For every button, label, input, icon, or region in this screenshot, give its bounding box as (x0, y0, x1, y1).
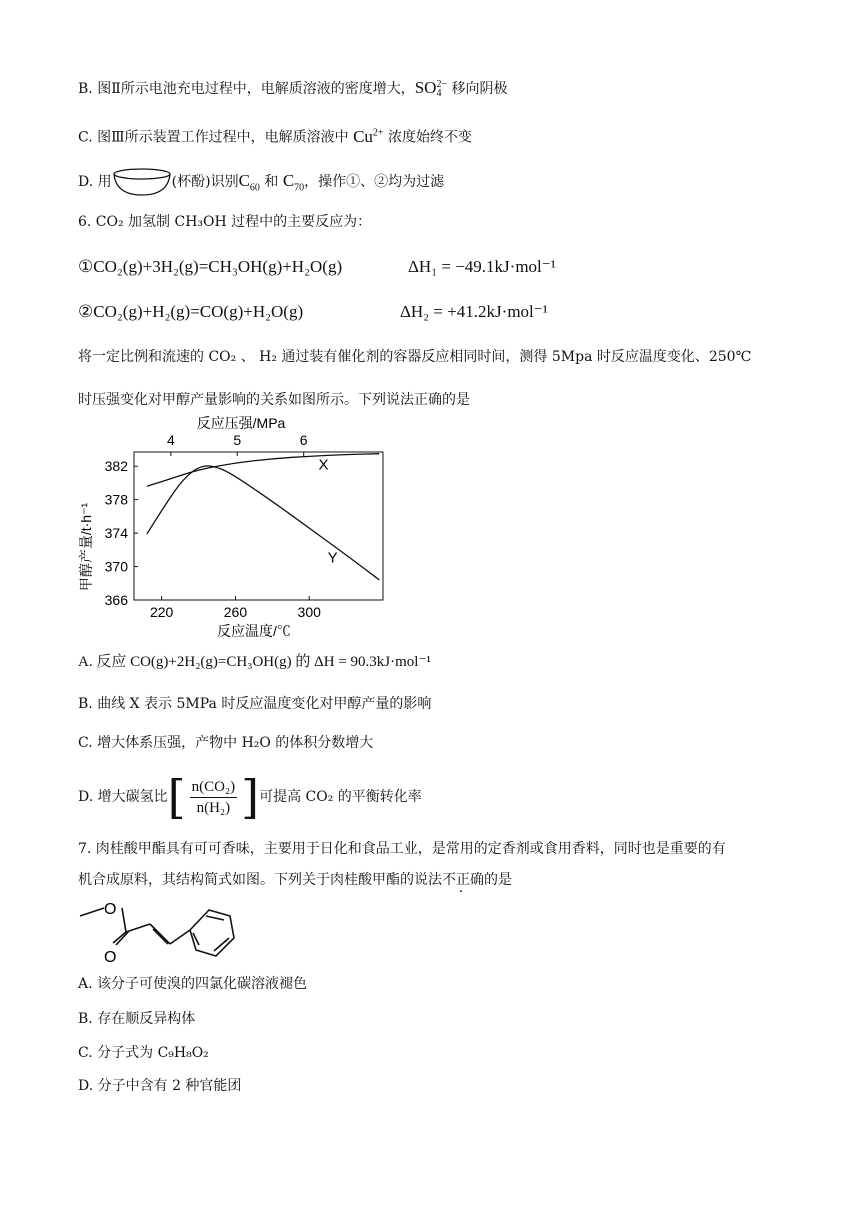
y-tick-label: 382 (104, 458, 128, 475)
q5-option-b: B. 图Ⅱ所示电池充电过程中，电解质溶液的密度增大，SO 2− 4 移向阴极 (78, 78, 508, 100)
q6-option-c: C. 增大体系压强，产物中 H₂O 的体积分数增大 (78, 735, 374, 751)
q6-stem-3: 时压强变化对甲醇产量影响的关系如图所示。下列说法正确的是 (78, 392, 470, 408)
top-tick-label: 5 (233, 432, 242, 448)
q7-option-d: D. 分子中含有 2 种官能团 (78, 1078, 242, 1094)
copper-ion: $Cu^{2+}$ (353, 126, 384, 146)
x-tick-label: 220 (149, 604, 174, 620)
y-tick-label: 370 (104, 558, 128, 575)
y-tick-label: 374 (104, 525, 128, 542)
q6-reaction-2: ②CO₂(g)+H₂(g)=CO(g)+H₂O(g) ΔH₂ = +41.2kJ·mol⁻¹ (78, 302, 548, 321)
q6-option-a: A. 反应 CO(g)+2H₂(g)=CH₃OH(g) 的 ΔH = 90.3kJ·mol⁻¹ (78, 654, 431, 670)
q6-reaction-1: ①CO₂(g)+3H₂(g)=CH₃OH(g)+H₂O(g) ΔH₁ = −49.1kJ·mol⁻¹ (78, 257, 556, 276)
top-tick-label: 6 (299, 432, 308, 448)
plot-frame (134, 452, 383, 600)
q7-option-b: B. 存在顺反异构体 (78, 1011, 196, 1027)
ester-oxygen: O (104, 901, 117, 918)
series-label-x: X (318, 456, 329, 474)
q6-stem-2: 将一定比例和流速的 CO₂ 、 H₂ 通过装有催化剂的容器反应相同时间，测得 5Mpa 时反应温度变化、250℃ (78, 349, 752, 365)
q5-option-d: D. 用 (杯酚)识别$C_{60}$ 和 $C_{70}$，操作①、②均为过滤 (78, 167, 444, 198)
calixarene-bowl-icon (112, 167, 172, 197)
q7-option-a: A. 该分子可使溴的四氯化碳溶液褪色 (78, 976, 308, 992)
top-tick-label: 4 (166, 432, 175, 448)
x-tick-label: 260 (223, 604, 248, 620)
q7-stem: 7. 肉桂酸甲酯具有可可香味，主要用于日化和食品工业，是常用的定香剂或食用香料，同时也是重要的有 (78, 841, 726, 857)
sulfate-ion: SO 2− 4 (414, 78, 448, 100)
q6-option-d: D. 增大碳氢比 [ $\frac{\text{n(CO₂)}}{\text{n(H₂)}}$ ] 可提高 CO₂ 的平衡转化率 (78, 770, 422, 824)
q7-stem-2: 机合成原料，其结构简式如图。下列关于肉桂酸甲酯的说法不正确的是 (78, 872, 512, 888)
y-tick-label: 366 (104, 592, 128, 608)
q7-option-c: C. 分子式为 C₉H₈O₂ (78, 1045, 209, 1061)
q6-stem: 6. CO₂ 加氢制 CH₃OH 过程中的主要反应为： (78, 214, 372, 230)
emphasis-not-correct: 不正确 (442, 872, 484, 888)
methanol-yield-chart (76, 412, 406, 642)
series-line-y (147, 466, 379, 580)
x-tick-label: 300 (297, 604, 321, 620)
methyl-cinnamate-structure (78, 896, 248, 966)
carbonyl-oxygen: O (104, 949, 117, 966)
y-axis-label: 甲醇产量/t·h⁻¹ (78, 502, 94, 592)
series-label-y: Y (327, 549, 338, 567)
x-axis-label: 反应温度/℃ (217, 623, 291, 639)
q6-option-b: B. 曲线 X 表示 5MPa 时反应温度变化对甲醇产量的影响 (78, 696, 432, 712)
q5-option-c: C. 图Ⅲ所示装置工作过程中，电解质溶液中 $Cu^{2+}$ 浓度始终不变 (78, 126, 473, 146)
top-axis-label: 反应压强/MPa (196, 415, 286, 431)
y-tick-label: 378 (104, 491, 128, 508)
